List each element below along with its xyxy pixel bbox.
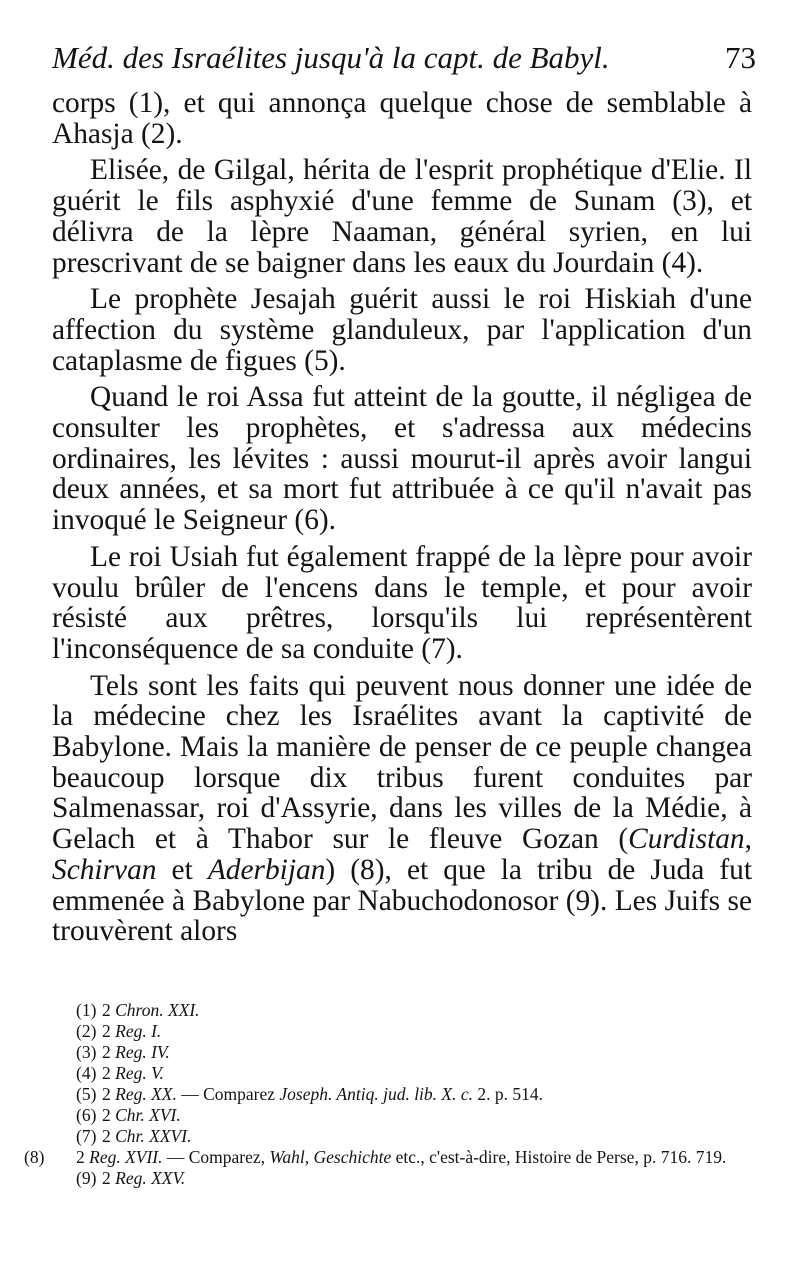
footnote (76, 1000, 750, 1021)
paragraph-6-tail: ) (8), et que la tribu de Juda fut emmenée à Babylone par Nabuchodonosor (9). Les Juifs se trouvèrent alors (52, 853, 752, 948)
separator: et (156, 853, 208, 886)
footnote (76, 1042, 750, 1063)
footnote-reference: Reg. IV. (115, 1042, 170, 1062)
page-number: 73 (725, 40, 756, 75)
footnote-prefix: 2 (102, 1063, 116, 1083)
paragraph-1: corps (1), et qui annonça quelque chose de semblable à Ahasja (2). (52, 87, 752, 150)
place-curdistan: Curdistan (628, 823, 745, 856)
footnote-text: — Comparez (176, 1084, 280, 1104)
footnote-number: (4) (76, 1063, 97, 1083)
footnote-reference: Reg. XX. (115, 1084, 177, 1104)
footnote-number: (1) (76, 1000, 97, 1020)
footnote-prefix: 2 (102, 1168, 116, 1188)
footnotes (24, 1000, 750, 1189)
separator: , (744, 823, 752, 856)
footnote (76, 1084, 750, 1105)
main-text (52, 88, 752, 947)
footnote-number: (8) (24, 1147, 45, 1167)
paragraph-4: Quand le roi Assa fut atteint de la goutte, il négligea de consulter les prophètes, et s'adressa aux médecins ordinaires, les lévites : aussi mourut-il après avoir langui deux années, et sa mort fut attribuée à ce qu'il n'avait pas invoqué le Seigneur (6). (52, 381, 752, 537)
paragraph-5: Le roi Usiah fut également frappé de la lèpre pour avoir voulu brûler de l'encens dans le temple, et pour avoir résisté aux prêtres, lorsqu'ils lui représentèrent l'inconséquence de sa conduite (7). (52, 540, 752, 665)
footnote-prefix: 2 (76, 1147, 90, 1167)
footnote-prefix: 2 (102, 1042, 116, 1062)
footnote (24, 1147, 750, 1168)
paragraph-6-text: Tels sont les faits qui peuvent nous donner une idée de la médecine chez les Israélites avant la captivité de Babylone. Mais la manière de penser de ce peuple changea beaucoup lorsque dix tribus furent conduites par Salmenassar, roi d'Assyrie, dans les villes de la Médie, à Gelach et à Thabor sur le fleuve Gozan ( (52, 669, 752, 856)
paragraph-3: Le prophète Jesajah guérit aussi le roi Hiskiah d'une affection du système glanduleux, par l'application d'un cataplasme de figues (5). (52, 283, 752, 377)
footnote-reference: Reg. V. (115, 1063, 164, 1083)
running-header (52, 40, 756, 86)
footnote-reference: Reg. XVII. (89, 1147, 163, 1167)
footnote-text: 2. p. 514. (473, 1084, 544, 1104)
footnote-reference: Joseph. Antiq. jud. lib. X. c. (279, 1084, 474, 1104)
footnote-prefix: 2 (102, 1126, 116, 1146)
footnote-prefix: 2 (102, 1000, 116, 1020)
footnote-text: etc., c'est-à-dire, Histoire de Perse, p. 716. 719. (391, 1147, 727, 1167)
footnote-prefix: 2 (102, 1084, 116, 1104)
footnote-reference: Reg. XXV. (115, 1168, 186, 1188)
footnote (76, 1126, 750, 1147)
footnote-reference: Chr. XXVI. (115, 1126, 192, 1146)
footnote-number: (5) (76, 1084, 97, 1104)
footnote (76, 1105, 750, 1126)
footnote-number: (6) (76, 1105, 97, 1125)
footnote-number: (3) (76, 1042, 97, 1062)
paragraph-2: Elisée, de Gilgal, hérita de l'esprit prophétique d'Elie. Il guérit le fils asphyxié d'une femme de Sunam (3), et délivra de la lèpre Naaman, général syrien, en lui prescrivant de se baigner dans les eaux du Jourdain (4). (52, 154, 752, 279)
footnote-number: (2) (76, 1021, 97, 1041)
footnote-text: — Comparez, (162, 1147, 270, 1167)
footnote-reference: Wahl, Geschichte (269, 1147, 392, 1167)
footnote (76, 1168, 750, 1189)
place-schirvan: Schirvan (52, 853, 157, 886)
paragraph-6 (52, 671, 752, 947)
footnote-number: (7) (76, 1126, 97, 1146)
footnote (76, 1063, 750, 1084)
place-aderbijan: Aderbijan (207, 853, 326, 886)
footnote-reference: Chron. XXI. (115, 1000, 200, 1020)
footnote (76, 1021, 750, 1042)
footnote-prefix: 2 (102, 1021, 116, 1041)
footnote-reference: Chr. XVI. (115, 1105, 181, 1125)
footnote-number: (9) (76, 1168, 97, 1188)
running-title: Méd. des Israélites jusqu'à la capt. de Babyl. (52, 40, 610, 75)
footnote-reference: Reg. I. (115, 1021, 162, 1041)
footnote-prefix: 2 (102, 1105, 116, 1125)
